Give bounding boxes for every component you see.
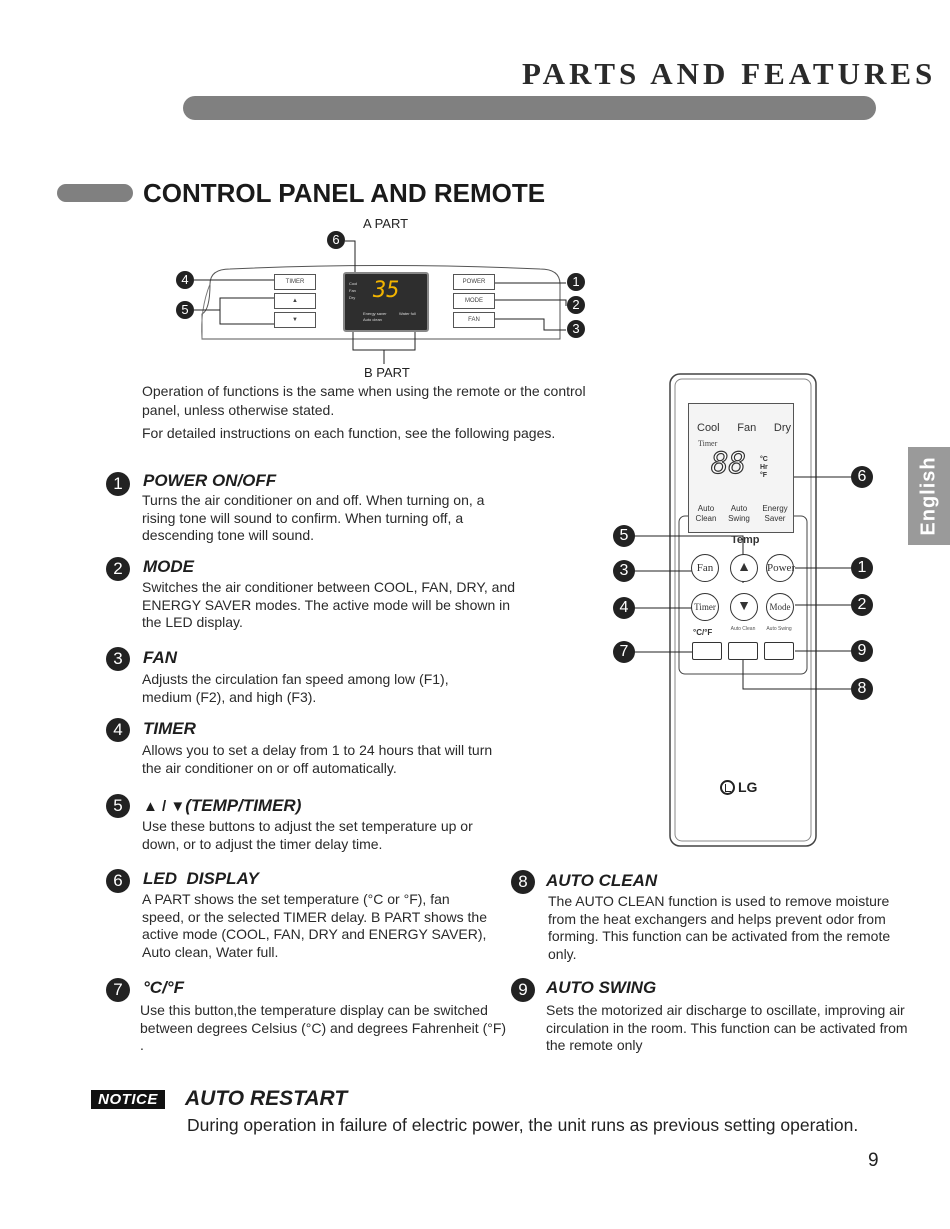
feature-7-body: Use this button,the temperature display can be switched between degrees Celsius (°C) and degrees Fahrenheit (°F) . (140, 1002, 507, 1053)
feature-5-number: 5 (106, 794, 130, 818)
remote-temp-label: Temp (731, 534, 760, 546)
remote-diagram (605, 370, 895, 850)
feature-6-body: A PART shows the set temperature (°C or °F), fan speed, or the selected TIMER delay. B PART shows the active mode (COOL, FAN, DRY and ENERGY SAVER), Auto clean, Water full. (142, 891, 487, 960)
feature-8-title: AUTO CLEAN (546, 871, 658, 890)
panel-led-energy-saver: Energy saver (363, 311, 387, 316)
remote-callout-3: 3 (613, 560, 635, 582)
intro-paragraph-2: For detailed instructions on each function, see the following pages. (142, 425, 556, 441)
remote-callout-2: 2 (851, 594, 873, 616)
panel-callout-2: 2 (567, 296, 585, 314)
remote-lcd-auto-clean: Auto Clean (695, 504, 717, 523)
language-tab (908, 447, 950, 545)
feature-3-body: Adjusts the circulation fan speed among low (F1), medium (F2), and high (F3). (142, 671, 449, 705)
feature-2-number: 2 (106, 557, 130, 581)
remote-callout-6: 6 (851, 466, 873, 488)
feature-7-title: °C/°F (143, 978, 184, 997)
remote-cf-button[interactable] (692, 642, 722, 660)
remote-fan-button[interactable]: Fan (691, 554, 719, 582)
lg-logo-icon (720, 780, 735, 795)
panel-led-water-full: Water full (399, 311, 416, 316)
feature-5-title (143, 796, 301, 816)
remote-timer-button[interactable]: Timer (691, 593, 719, 621)
control-panel-diagram (170, 214, 600, 384)
page-header-title: PARTS AND FEATURES (522, 56, 937, 91)
feature-3-title: FAN (143, 648, 177, 667)
panel-callout-3: 3 (567, 320, 585, 338)
remote-up-button[interactable]: ▲ (730, 554, 758, 582)
section-pill (57, 184, 133, 202)
panel-led-display (343, 272, 429, 332)
a-part-label: A PART (363, 216, 409, 231)
remote-down-button[interactable]: ▼ (730, 593, 758, 621)
feature-5-title-text: (TEMP/TIMER) (185, 796, 302, 815)
panel-down-button[interactable]: ▼ (274, 312, 316, 328)
remote-auto-swing-button[interactable] (764, 642, 794, 660)
remote-callout-8: 8 (851, 678, 873, 700)
remote-lcd-energy-saver: Energy Saver (762, 504, 788, 523)
section-title: CONTROL PANEL AND REMOTE (143, 178, 546, 208)
panel-mode-button[interactable]: MODE (453, 293, 495, 309)
feature-4-number: 4 (106, 718, 130, 742)
feature-2-body: Switches the air conditioner between COOL, FAN, DRY, and ENERGY SAVER modes. The active mode will be shown in the LED display. (142, 579, 516, 630)
feature-6-number: 6 (106, 869, 130, 893)
remote-brand: LG (738, 779, 758, 795)
panel-led-auto-clean: Auto clean (363, 317, 382, 322)
feature-8-number: 8 (511, 870, 535, 894)
feature-1-number: 1 (106, 472, 130, 496)
feature-9-body: Sets the motorized air discharge to oscillate, improving air circulation in the room. This function can be activated from the remote only (546, 1002, 908, 1053)
remote-auto-clean-label: Auto Clean (730, 626, 756, 632)
feature-2-title: MODE (143, 557, 194, 576)
remote-callout-5: 5 (613, 525, 635, 547)
remote-lcd-unit-c: °C (760, 456, 768, 463)
feature-7-number: 7 (106, 978, 130, 1002)
notice-badge: NOTICE (91, 1090, 165, 1109)
remote-lcd (688, 403, 794, 533)
b-part-label: B PART (364, 365, 410, 380)
panel-callout-4: 4 (176, 271, 194, 289)
panel-timer-button[interactable]: TIMER (274, 274, 316, 290)
remote-lcd-mode-fan: Fan (737, 422, 757, 434)
remote-auto-swing-label: Auto Swing (766, 626, 792, 632)
remote-lg-logo (720, 779, 757, 795)
page-number: 9 (868, 1150, 879, 1171)
remote-auto-clean-button[interactable] (728, 642, 758, 660)
panel-callout-5: 5 (176, 301, 194, 319)
panel-led-mode-cool: Cool (349, 281, 358, 286)
intro-paragraph-1: Operation of functions is the same when using the remote or the control panel, unless otherwise stated. (142, 383, 586, 418)
notice-title: AUTO RESTART (185, 1087, 348, 1110)
panel-led-mode-dry: Dry (349, 295, 356, 300)
feature-1-title: POWER ON/OFF (143, 471, 277, 490)
notice-body: During operation in failure of electric power, the unit runs as previous setting operation. (187, 1115, 859, 1135)
remote-lcd-unit-f: °F (760, 472, 768, 479)
feature-4-title: TIMER (143, 719, 196, 738)
remote-lcd-timer: Timer (698, 439, 718, 448)
feature-1-body: Turns the air conditioner on and off. When turning on, a rising tone will sound to confirm. When turning off, a descending tone will sound. (142, 492, 485, 543)
feature-8-body: The AUTO CLEAN function is used to remove moisture from the heat exchangers and helps prevent odor from forming. This function can be activated from the remote only. (548, 893, 891, 962)
panel-led-mode-fan: Fan (349, 288, 356, 293)
remote-mode-button[interactable]: Mode (766, 593, 794, 621)
feature-9-number: 9 (511, 978, 535, 1002)
panel-power-button[interactable]: POWER (453, 274, 495, 290)
panel-led-digits: 35 (373, 278, 400, 303)
feature-6-title: LED DISPLAY (143, 869, 259, 888)
feature-4-body: Allows you to set a delay from 1 to 24 hours that will turn the air conditioner on or off automatically. (142, 742, 493, 776)
panel-callout-1: 1 (567, 273, 585, 291)
remote-cf-label: °C/°F (693, 628, 713, 637)
remote-callout-7: 7 (613, 641, 635, 663)
remote-lcd-auto-swing: Auto Swing (728, 504, 750, 523)
panel-callout-6: 6 (327, 231, 345, 249)
remote-power-button[interactable]: Power (766, 554, 794, 582)
feature-5-body: Use these buttons to adjust the set temperature up or down, or to adjust the timer delay time. (142, 818, 473, 852)
remote-lcd-mode-cool: Cool (697, 422, 720, 434)
remote-lcd-digits: 88 (711, 446, 746, 480)
header-bar (183, 96, 876, 120)
panel-up-button[interactable]: ▲ (274, 293, 316, 309)
language-tab-label: English (917, 456, 940, 536)
feature-9-title: AUTO SWING (546, 978, 657, 997)
panel-fan-button[interactable]: FAN (453, 312, 495, 328)
remote-callout-1: 1 (851, 557, 873, 579)
remote-callout-9: 9 (851, 640, 873, 662)
feature-3-number: 3 (106, 647, 130, 671)
remote-callout-4: 4 (613, 597, 635, 619)
feature-5-arrows: ▲ / ▼ (143, 798, 186, 815)
remote-lcd-unit-hr: Hr (760, 464, 768, 471)
remote-lcd-mode-dry: Dry (773, 422, 791, 434)
